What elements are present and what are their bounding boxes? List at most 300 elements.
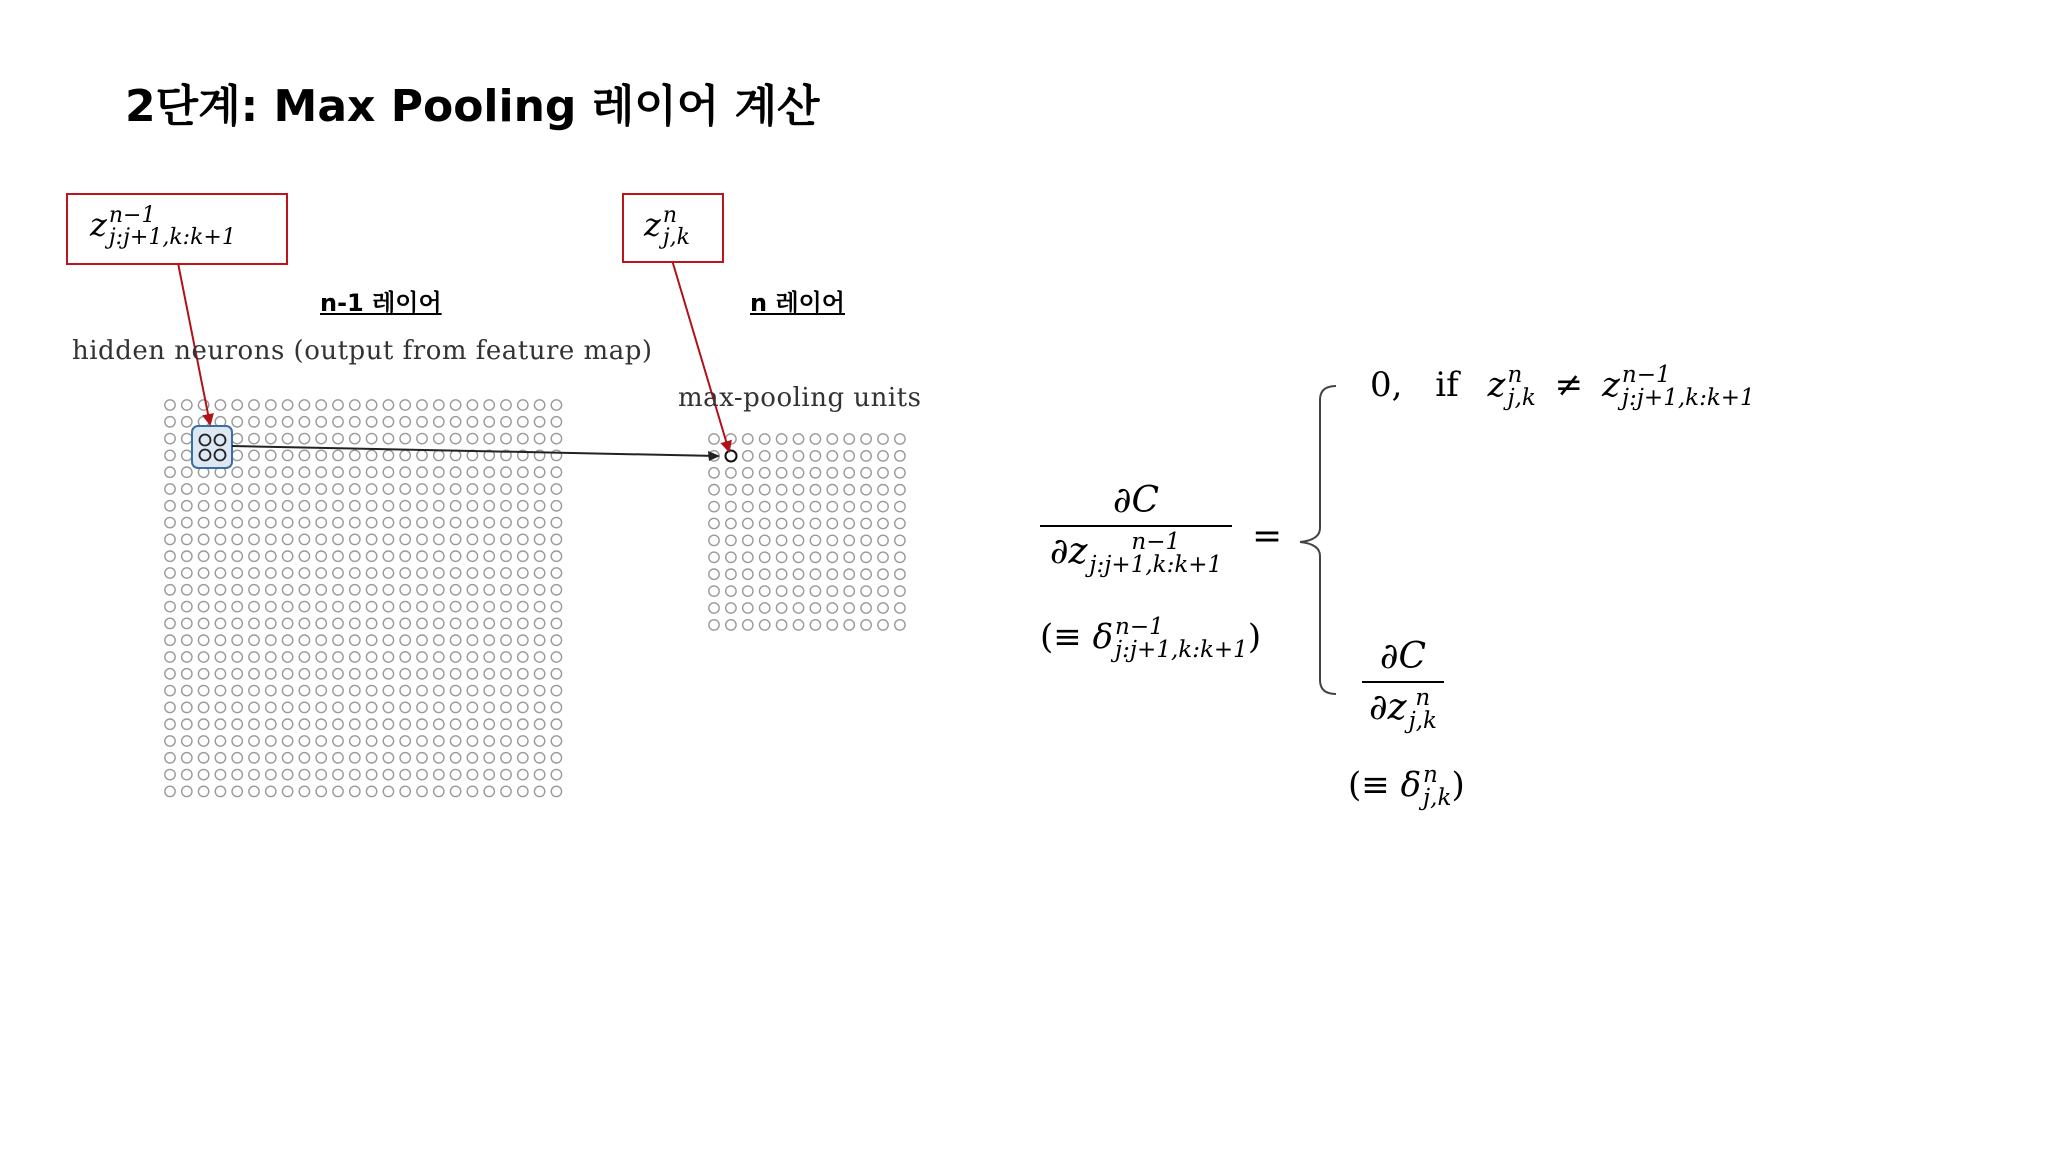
neuron-dot — [333, 685, 343, 695]
neuron-dot — [366, 501, 376, 511]
neuron-dot — [793, 451, 803, 461]
neuron-dot — [861, 535, 871, 545]
neuron-dot — [350, 652, 360, 662]
neuron-dot — [400, 618, 410, 628]
neuron-dot — [316, 652, 326, 662]
neuron-dot — [266, 618, 276, 628]
neuron-dot — [518, 618, 528, 628]
neuron-dot — [316, 551, 326, 561]
neuron-dot — [215, 484, 225, 494]
neuron-dot — [215, 551, 225, 561]
neuron-dot — [198, 551, 208, 561]
neuron-dot — [215, 585, 225, 595]
neuron-dot — [534, 652, 544, 662]
neuron-dot — [299, 400, 309, 410]
neuron-dot — [182, 400, 192, 410]
neuron-dot — [316, 769, 326, 779]
neuron-dot — [467, 400, 477, 410]
neuron-dot — [266, 753, 276, 763]
neuron-dot — [417, 618, 427, 628]
neuron-dot — [383, 484, 393, 494]
neuron-dot — [417, 551, 427, 561]
case2-numerator: ∂C — [1379, 636, 1427, 677]
neuron-dot — [501, 719, 511, 729]
neuron-dot — [417, 669, 427, 679]
neuron-dot — [333, 601, 343, 611]
neuron-dot — [844, 535, 854, 545]
neuron-dot — [534, 585, 544, 595]
neuron-dot — [282, 719, 292, 729]
neuron-dot — [333, 450, 343, 460]
neuron-dot — [743, 586, 753, 596]
neuron-dot — [709, 586, 719, 596]
neuron-dot — [895, 468, 905, 478]
neuron-dot — [434, 685, 444, 695]
pooling-window-highlight — [192, 426, 232, 468]
neuron-dot — [518, 568, 528, 578]
neuron-dot — [333, 585, 343, 595]
neuron-dot — [299, 618, 309, 628]
neuron-dot — [333, 400, 343, 410]
neuron-dot — [484, 769, 494, 779]
neuron-dot — [299, 669, 309, 679]
neuron-dot — [484, 719, 494, 729]
neuron-dot — [383, 736, 393, 746]
neuron-dot — [232, 702, 242, 712]
neuron-dot — [165, 484, 175, 494]
neuron-dot — [434, 534, 444, 544]
neuron-dot — [165, 719, 175, 729]
neuron-dot — [215, 601, 225, 611]
neuron-dot — [366, 400, 376, 410]
neuron-dot — [249, 601, 259, 611]
neuron-dot — [266, 635, 276, 645]
neuron-dot — [501, 618, 511, 628]
page-title: 2단계: Max Pooling 레이어 계산 — [125, 81, 820, 132]
case2-alias-close: ) — [1451, 765, 1465, 805]
neuron-dot — [282, 618, 292, 628]
neuron-dot — [249, 702, 259, 712]
neuron-dot — [434, 786, 444, 796]
neuron-dot — [182, 753, 192, 763]
neuron-dot — [467, 652, 477, 662]
neuron-dot — [467, 753, 477, 763]
neuron-dot — [266, 467, 276, 477]
neuron-dot — [232, 400, 242, 410]
case1-right-sup: n−1 — [1621, 362, 1671, 388]
neuron-dot — [450, 769, 460, 779]
neuron-dot — [366, 517, 376, 527]
neuron-dot — [551, 753, 561, 763]
neuron-dot — [518, 517, 528, 527]
neuron-dot — [282, 534, 292, 544]
neuron-dot — [484, 433, 494, 443]
neuron-dot — [895, 552, 905, 562]
neuron-dot — [484, 484, 494, 494]
neuron-dot — [450, 601, 460, 611]
neuron-dot — [743, 535, 753, 545]
neuron-dot — [383, 702, 393, 712]
neuron-dot — [760, 535, 770, 545]
neuron-dot — [501, 786, 511, 796]
neuron-dot — [895, 518, 905, 528]
neuron-dot — [316, 417, 326, 427]
neuron-dot — [743, 552, 753, 562]
neuron-dot — [551, 400, 561, 410]
neuron-dot — [417, 568, 427, 578]
neuron-dot — [383, 753, 393, 763]
neuron-dot — [333, 652, 343, 662]
neuron-dot — [810, 569, 820, 579]
neuron-dot — [366, 433, 376, 443]
neuron-dot — [182, 769, 192, 779]
neuron-dot — [366, 652, 376, 662]
case1-left-sup: n — [1507, 362, 1523, 388]
neuron-dot — [249, 467, 259, 477]
case1-neq: ≠ — [1554, 365, 1584, 405]
neuron-dot — [534, 433, 544, 443]
neuron-dot — [316, 618, 326, 628]
neuron-dot — [501, 400, 511, 410]
neuron-dot — [810, 552, 820, 562]
neuron-dot — [450, 450, 460, 460]
neuron-dot — [776, 485, 786, 495]
neuron-dot — [350, 601, 360, 611]
neuron-dot — [165, 601, 175, 611]
neuron-dot — [518, 585, 528, 595]
neuron-dot — [282, 467, 292, 477]
neuron-dot — [827, 468, 837, 478]
neuron-dot — [467, 433, 477, 443]
neuron-dot — [895, 434, 905, 444]
neuron-dot — [282, 568, 292, 578]
neuron-dot — [434, 635, 444, 645]
neuron-dot — [726, 535, 736, 545]
neuron-dot — [467, 769, 477, 779]
neuron-dot — [215, 652, 225, 662]
neuron-dot — [333, 635, 343, 645]
neuron-dot — [776, 569, 786, 579]
neuron-dot — [467, 501, 477, 511]
neuron-dot — [434, 433, 444, 443]
neuron-dot — [450, 501, 460, 511]
neuron-dot — [501, 501, 511, 511]
neuron-dot — [383, 669, 393, 679]
neuron-dot — [215, 618, 225, 628]
neuron-dot — [316, 685, 326, 695]
neuron-dot — [709, 535, 719, 545]
neuron-dot — [366, 769, 376, 779]
neuron-dot — [534, 534, 544, 544]
neuron-dot — [501, 769, 511, 779]
neuron-dot — [551, 601, 561, 611]
neuron-dot — [551, 618, 561, 628]
neuron-dot — [467, 585, 477, 595]
neuron-dot — [484, 400, 494, 410]
neuron-dot — [760, 451, 770, 461]
case2-alias-sub: j,k — [1423, 785, 1452, 811]
neuron-dot — [165, 753, 175, 763]
neuron-dot — [827, 451, 837, 461]
neuron-dot — [551, 786, 561, 796]
max-pooling-caption: max-pooling units — [678, 383, 922, 413]
neuron-dot — [282, 450, 292, 460]
neuron-dot — [827, 586, 837, 596]
neuron-dot — [810, 603, 820, 613]
neuron-dot — [400, 568, 410, 578]
neuron-dot — [232, 517, 242, 527]
neuron-dot — [182, 484, 192, 494]
neuron-dot — [726, 603, 736, 613]
lhs-alias-sub: j:j+1,k:k+1 — [1115, 637, 1248, 663]
neuron-dot — [165, 501, 175, 511]
neuron-dot — [232, 618, 242, 628]
neuron-dot — [450, 635, 460, 645]
neuron-dot — [400, 450, 410, 460]
neuron-dot — [417, 585, 427, 595]
neuron-dot — [551, 517, 561, 527]
neuron-dot — [450, 719, 460, 729]
neuron-dot — [215, 534, 225, 544]
neuron-dot — [232, 769, 242, 779]
neuron-dot — [198, 618, 208, 628]
neuron-dot — [282, 769, 292, 779]
neuron-dot — [450, 433, 460, 443]
neuron-dot — [299, 702, 309, 712]
neuron-dot — [165, 702, 175, 712]
neuron-dot — [518, 534, 528, 544]
neuron-dot — [793, 485, 803, 495]
neuron-dot — [282, 501, 292, 511]
neuron-dot — [282, 669, 292, 679]
case1-right-sub: j:j+1,k:k+1 — [1621, 385, 1755, 411]
neuron-dot — [534, 517, 544, 527]
neuron-dot — [551, 484, 561, 494]
neuron-dot — [266, 769, 276, 779]
neuron-dot — [878, 501, 888, 511]
neuron-dot — [551, 501, 561, 511]
neuron-dot — [333, 753, 343, 763]
neuron-dot — [282, 786, 292, 796]
neuron-dot — [518, 467, 528, 477]
neuron-dot — [383, 501, 393, 511]
neuron-dot — [316, 467, 326, 477]
neuron-dot — [417, 467, 427, 477]
neuron-dot — [182, 568, 192, 578]
neuron-dot — [518, 786, 528, 796]
neuron-dot — [232, 534, 242, 544]
neuron-dot — [534, 400, 544, 410]
neuron-dot — [827, 518, 837, 528]
neuron-dot — [776, 620, 786, 630]
neuron-dot — [709, 518, 719, 528]
neuron-dot — [484, 786, 494, 796]
neuron-dot — [434, 417, 444, 427]
neuron-dot — [878, 451, 888, 461]
case1-value: 0, — [1370, 365, 1403, 405]
neuron-dot — [299, 534, 309, 544]
neuron-dot — [232, 652, 242, 662]
neuron-dot — [366, 753, 376, 763]
neuron-dot — [434, 702, 444, 712]
neuron-dot — [400, 517, 410, 527]
neuron-dot — [165, 585, 175, 595]
neuron-dot — [366, 585, 376, 595]
neuron-dot — [417, 417, 427, 427]
neuron-dot — [198, 568, 208, 578]
neuron-dot — [316, 669, 326, 679]
neuron-dot — [383, 450, 393, 460]
neuron-dot — [861, 569, 871, 579]
neuron-dot — [417, 433, 427, 443]
neuron-dot — [501, 652, 511, 662]
neuron-dot — [282, 753, 292, 763]
neuron-dot — [484, 685, 494, 695]
neuron-dot — [878, 552, 888, 562]
neuron-dot — [366, 568, 376, 578]
neuron-dot — [350, 467, 360, 477]
neuron-dot — [165, 551, 175, 561]
neuron-dot — [484, 534, 494, 544]
neuron-dot — [400, 484, 410, 494]
neuron-dot — [484, 417, 494, 427]
neuron-dot — [895, 451, 905, 461]
neuron-dot — [551, 433, 561, 443]
neuron-dot — [810, 434, 820, 444]
neuron-dot — [417, 484, 427, 494]
neuron-dot — [467, 467, 477, 477]
neuron-dot — [299, 501, 309, 511]
neuron-dot — [333, 417, 343, 427]
neuron-dot — [434, 517, 444, 527]
cases-brace — [1300, 386, 1336, 694]
neuron-dot — [844, 620, 854, 630]
neuron-dot — [534, 786, 544, 796]
neuron-dot — [518, 702, 528, 712]
lhs-den-base: z — [1068, 531, 1088, 572]
neuron-dot — [793, 552, 803, 562]
neuron-dot — [333, 786, 343, 796]
lhs-den-partial: ∂ — [1049, 531, 1069, 572]
neuron-dot — [198, 719, 208, 729]
neuron-dot — [232, 433, 242, 443]
neuron-dot — [743, 501, 753, 511]
neuron-dot — [316, 484, 326, 494]
neuron-dot — [350, 568, 360, 578]
neuron-dot — [316, 450, 326, 460]
neuron-dot — [518, 433, 528, 443]
neuron-dot — [182, 702, 192, 712]
neuron-dot — [165, 736, 175, 746]
neuron-dot — [366, 534, 376, 544]
neuron-dot — [501, 585, 511, 595]
neuron-dot — [249, 685, 259, 695]
neuron-dot — [743, 518, 753, 528]
neuron-dot — [518, 736, 528, 746]
case-one — [1370, 364, 1755, 410]
neuron-dot — [215, 702, 225, 712]
neuron-dot — [484, 517, 494, 527]
neuron-dot — [709, 434, 719, 444]
neuron-dot — [266, 450, 276, 460]
neuron-dot — [383, 601, 393, 611]
neuron-dot — [366, 669, 376, 679]
neuron-dot — [467, 601, 477, 611]
neuron-dot — [350, 669, 360, 679]
neuron-dot — [743, 569, 753, 579]
neuron-dot — [518, 501, 528, 511]
neuron-dot — [878, 586, 888, 596]
neuron-dot — [282, 601, 292, 611]
neuron-dot — [198, 685, 208, 695]
neuron-dot — [400, 652, 410, 662]
neuron-dot — [198, 769, 208, 779]
neuron-dot — [878, 485, 888, 495]
neuron-dot — [726, 485, 736, 495]
neuron-dot — [299, 685, 309, 695]
neuron-dot — [467, 534, 477, 544]
neuron-dot — [810, 535, 820, 545]
neuron-dot — [350, 719, 360, 729]
neuron-dot — [215, 736, 225, 746]
neuron-dot — [182, 585, 192, 595]
neuron-dot — [743, 434, 753, 444]
neuron-dot — [299, 769, 309, 779]
neuron-dot — [534, 601, 544, 611]
neuron-dot — [534, 635, 544, 645]
neuron-dot — [400, 769, 410, 779]
neuron-dot — [760, 620, 770, 630]
neuron-dot — [776, 552, 786, 562]
neuron-dot — [776, 434, 786, 444]
neuron-dot — [316, 534, 326, 544]
neuron-dot — [299, 786, 309, 796]
neuron-dot — [518, 601, 528, 611]
neuron-dot — [518, 551, 528, 561]
neuron-dot — [760, 586, 770, 596]
neuron-dot — [350, 753, 360, 763]
neuron-dot — [299, 652, 309, 662]
neuron-dot — [501, 467, 511, 477]
neuron-dot — [232, 484, 242, 494]
neuron-dot — [266, 652, 276, 662]
neuron-dot — [501, 534, 511, 544]
neuron-dot — [266, 400, 276, 410]
neuron-dot — [383, 534, 393, 544]
neuron-dot — [861, 434, 871, 444]
case2-den-partial: ∂ — [1369, 687, 1388, 728]
neuron-dot — [333, 669, 343, 679]
neuron-dot — [878, 603, 888, 613]
neuron-dot — [366, 736, 376, 746]
lhs-den-sub: j:j+1,k:k+1 — [1089, 552, 1223, 578]
neuron-dot — [551, 585, 561, 595]
neuron-dot — [467, 736, 477, 746]
neuron-dot — [861, 518, 871, 528]
neuron-dot — [215, 635, 225, 645]
neuron-dot — [282, 702, 292, 712]
neuron-dot — [299, 568, 309, 578]
neuron-dot — [366, 551, 376, 561]
neuron-dot — [400, 635, 410, 645]
neuron-dot — [827, 620, 837, 630]
neuron-dot — [534, 702, 544, 712]
neuron-dot — [878, 620, 888, 630]
neuron-dot — [165, 417, 175, 427]
neuron-dot — [484, 568, 494, 578]
neuron-dot — [827, 434, 837, 444]
neuron-dot — [467, 685, 477, 695]
